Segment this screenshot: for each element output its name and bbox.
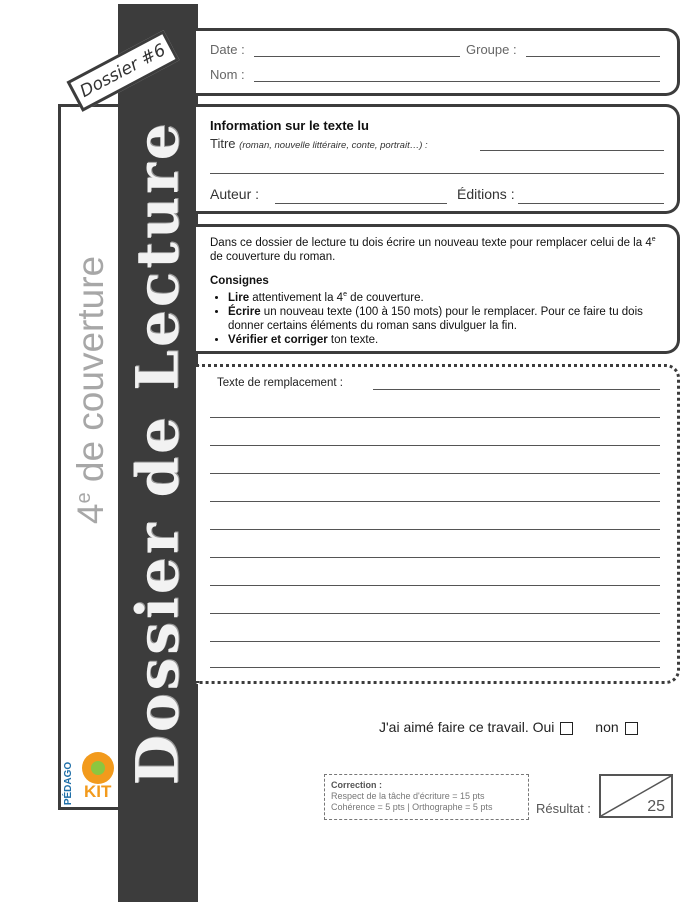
writing-line[interactable]: [210, 585, 660, 586]
non-label: non: [595, 719, 619, 735]
writing-line[interactable]: [210, 417, 660, 418]
titre-label: Titre (roman, nouvelle littéraire, conte, portrait…) :: [210, 136, 428, 151]
titre-field[interactable]: [480, 150, 664, 151]
cover-subtitle: 4e de couverture: [70, 255, 112, 525]
band-title: Dossier de Lecture: [124, 120, 193, 786]
feedback-question: J'ai aimé faire ce travail. Oui non: [379, 719, 638, 735]
pedagokit-logo: PÉDAGO KIT: [62, 748, 118, 808]
dossier-tag: Dossier #6: [66, 30, 179, 112]
list-item: • Vérifier et corriger ton texte.: [228, 333, 666, 347]
editions-field[interactable]: [518, 203, 664, 204]
date-field[interactable]: [254, 56, 460, 57]
identification-box: [196, 28, 680, 96]
writing-line[interactable]: [210, 529, 660, 530]
groupe-label: Groupe :: [466, 42, 517, 57]
consignes-list: [210, 288, 666, 347]
list-item: • Lire attentivement la 4e de couverture.: [228, 288, 666, 305]
nom-label: Nom :: [210, 67, 245, 82]
writing-line[interactable]: [373, 389, 660, 390]
correction-title: Correction :: [331, 780, 383, 790]
score-total: 25: [647, 798, 665, 815]
instructions-intro: Dans ce dossier de lecture tu dois écrire un nouveau texte pour remplacer celui de la 4e de couverture du roman.: [210, 236, 656, 263]
writing-line[interactable]: [210, 667, 660, 668]
writing-line[interactable]: [210, 641, 660, 642]
titre-field-line2[interactable]: [210, 173, 664, 174]
writing-line[interactable]: [210, 613, 660, 614]
groupe-field[interactable]: [526, 56, 660, 57]
correction-line1: Respect de la tâche d'écriture = 15 pts: [331, 791, 485, 801]
writing-label: Texte de remplacement :: [217, 377, 343, 389]
writing-line[interactable]: [210, 445, 660, 446]
correction-box: [324, 774, 529, 820]
auteur-field[interactable]: [275, 203, 447, 204]
writing-line[interactable]: [210, 473, 660, 474]
auteur-label: Auteur :: [210, 186, 260, 202]
writing-line[interactable]: [210, 501, 660, 502]
writing-line[interactable]: [210, 557, 660, 558]
consignes-title: Consignes: [210, 275, 269, 287]
non-checkbox[interactable]: [625, 722, 638, 735]
result-label: Résultat :: [536, 801, 591, 816]
writing-box: [196, 364, 680, 684]
oui-checkbox[interactable]: [560, 722, 573, 735]
editions-label: Éditions :: [457, 186, 515, 202]
titre-hint: (roman, nouvelle littéraire, conte, portrait…) :: [239, 140, 428, 151]
date-label: Date :: [210, 42, 245, 57]
text-info-heading: Information sur le texte lu: [210, 118, 369, 133]
logo-icon: [82, 752, 114, 784]
correction-line2: Cohérence = 5 pts | Orthographe = 5 pts: [331, 802, 493, 812]
nom-field[interactable]: [254, 81, 660, 82]
list-item: • Écrire un nouveau texte (100 à 150 mots) pour le remplacer. Pour ce faire tu dois donner certains éléments du roman sans divulguer la fin.: [228, 305, 666, 333]
score-box[interactable]: [599, 774, 673, 818]
